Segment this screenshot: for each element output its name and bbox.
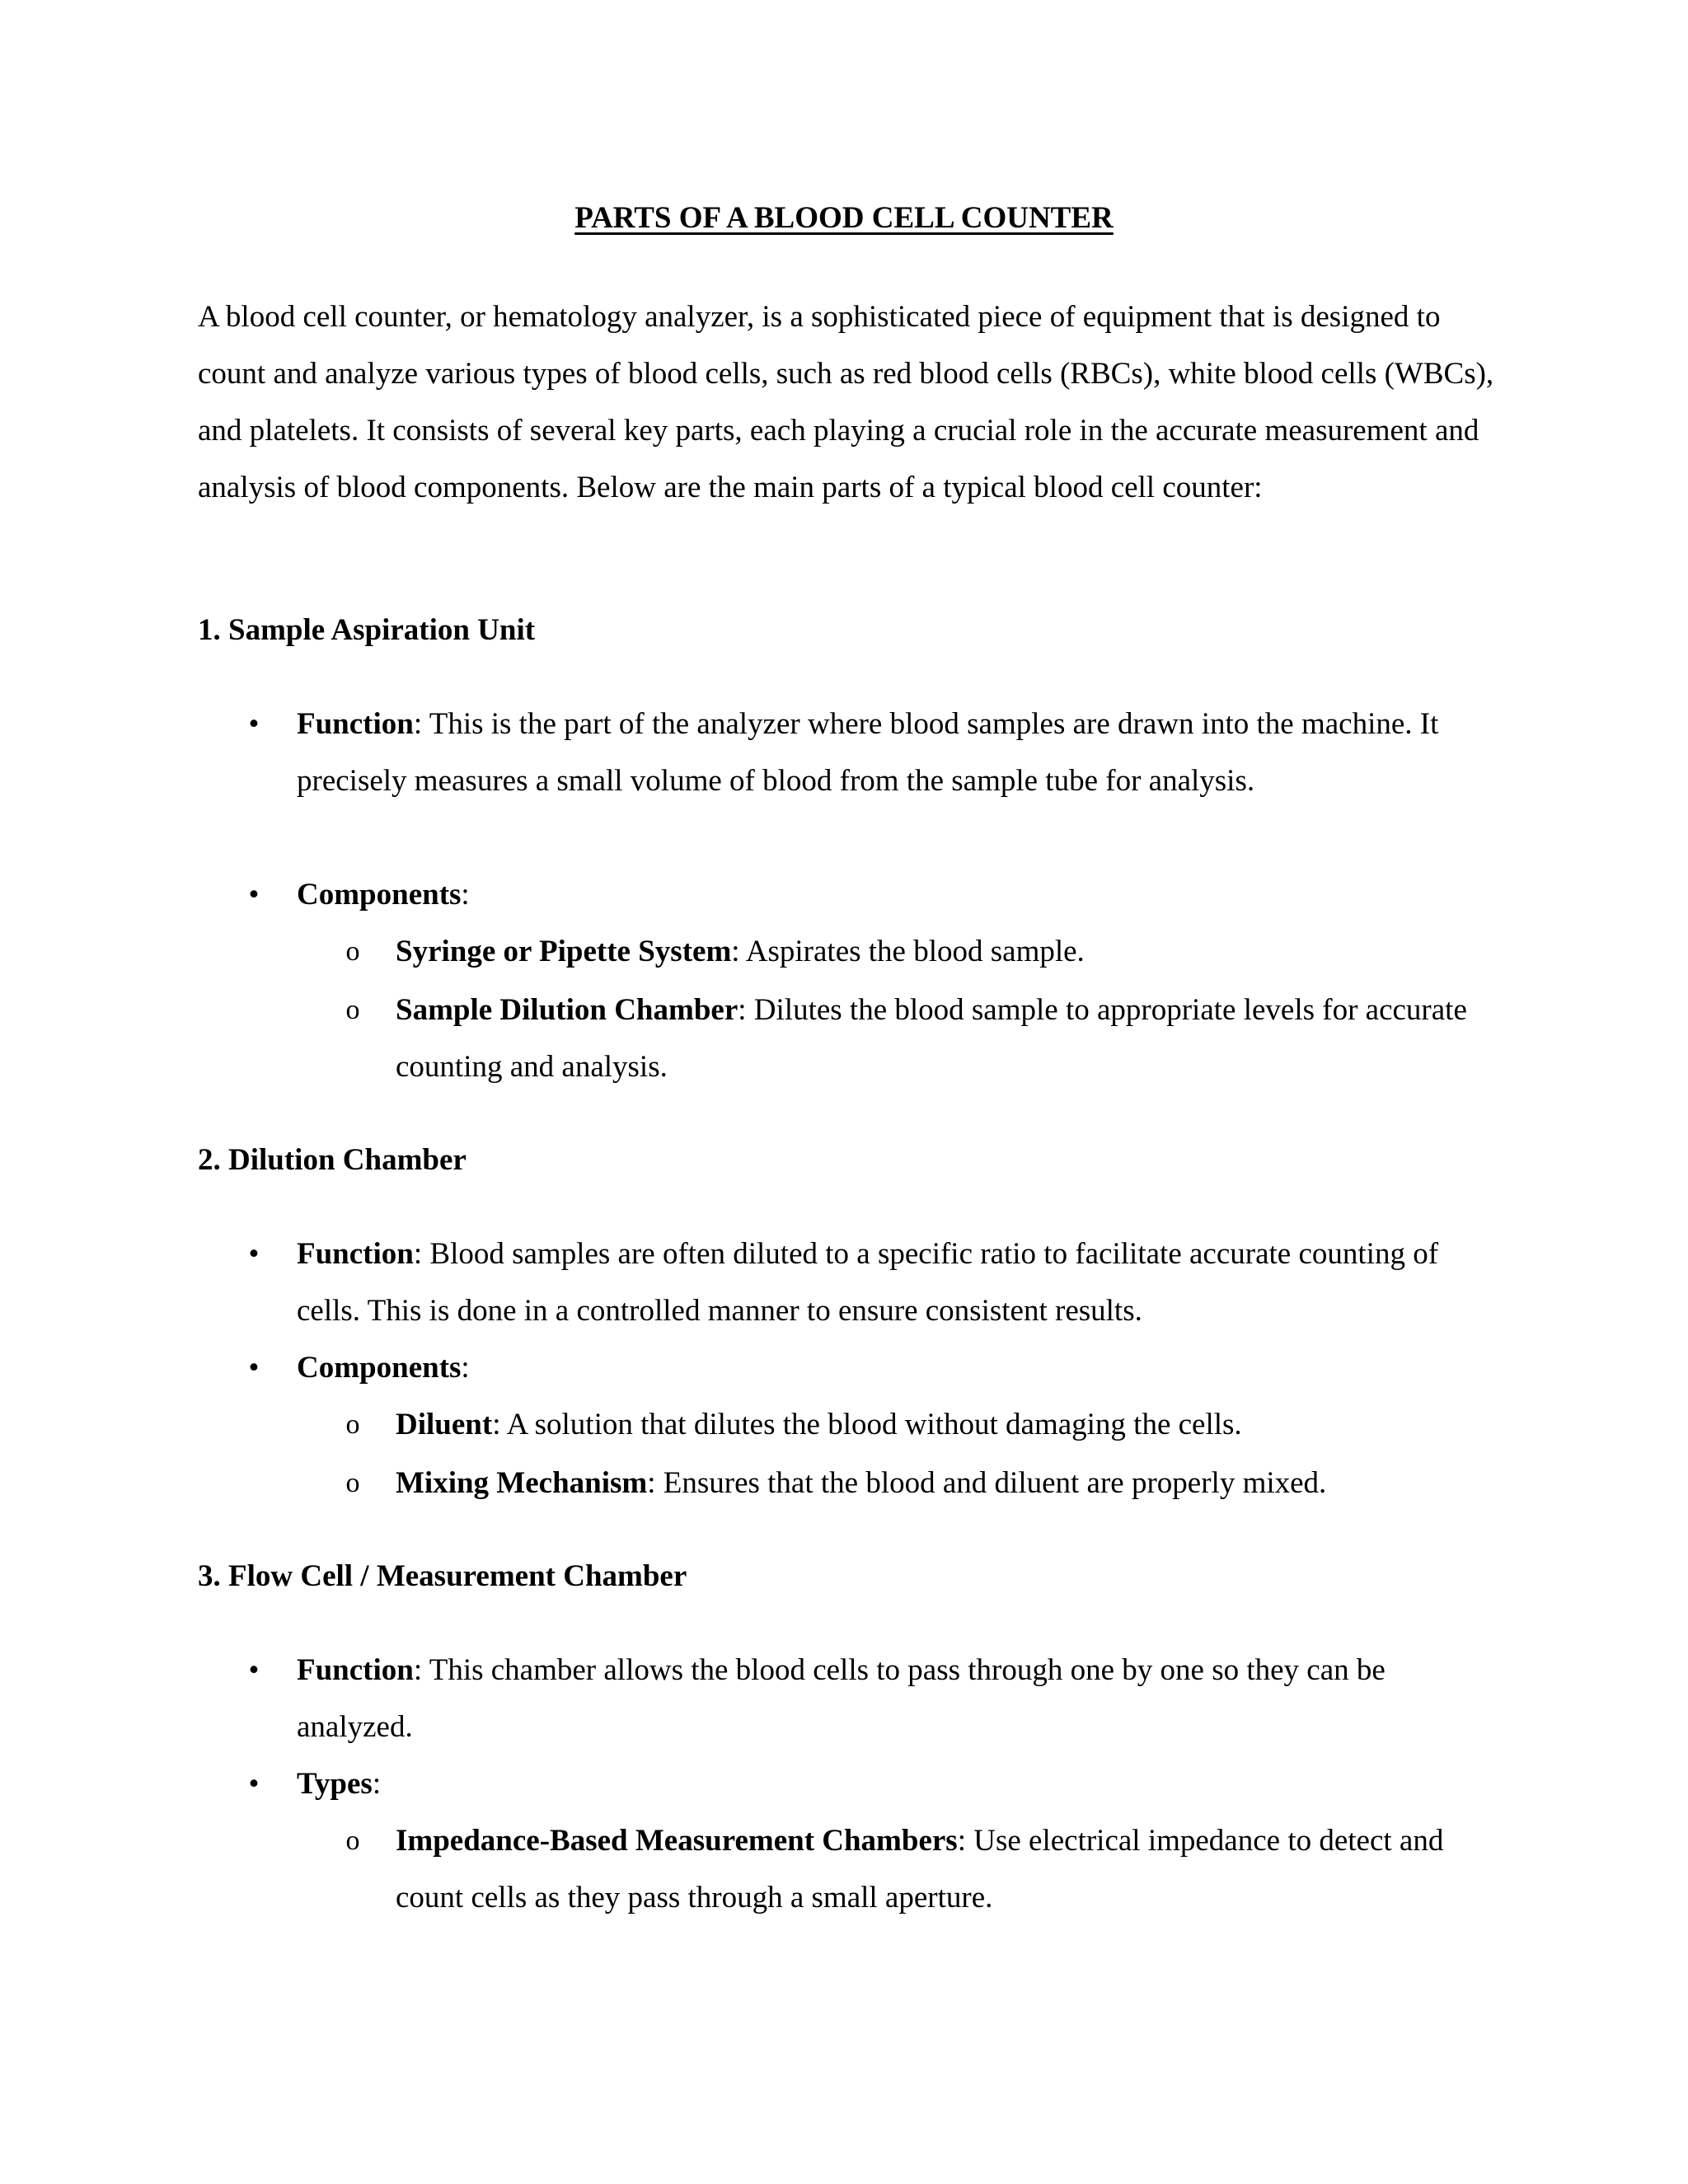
components-bullet <box>198 1339 1517 1396</box>
sub-item-term: Sample Dilution Chamber <box>396 993 738 1027</box>
bullet-colon: : <box>461 878 470 912</box>
section-heading-sample-aspiration: 1. Sample Aspiration Unit <box>198 613 536 647</box>
sub-item-description: : Use electrical impedance to detect and count cells as they pass through a small aperture. <box>396 1824 1444 1915</box>
bullet-label: Types <box>297 1767 373 1801</box>
sub-item-term: Syringe or Pipette System <box>396 935 732 968</box>
bullet-text <box>297 696 1500 809</box>
sub-list-item <box>297 982 1517 1095</box>
document-title: PARTS OF A BLOOD CELL COUNTER <box>574 201 1114 235</box>
sub-bullet-marker: o <box>345 1409 360 1440</box>
sub-item-description: : Aspirates the blood sample. <box>731 935 1085 968</box>
bullet-label: Function <box>297 707 414 741</box>
bullet-marker: • <box>248 878 260 912</box>
sub-list-item <box>297 1812 1517 1926</box>
bullet-description: : This is the part of the analyzer where blood samples are drawn into the machine. It precisely measures a small volume of blood from the sample tube for analysis. <box>297 707 1439 798</box>
sub-bullet-marker: o <box>345 995 360 1025</box>
sub-item-description: : A solution that dilutes the blood without damaging the cells. <box>492 1408 1242 1441</box>
sub-bullet-marker: o <box>345 1468 360 1498</box>
sub-list-item <box>297 1396 1517 1453</box>
bullet-text <box>297 1226 1500 1339</box>
sub-bullet-marker: o <box>345 936 360 967</box>
sub-item-text <box>396 923 1500 980</box>
sub-item-description: : Ensures that the blood and diluent are properly mixed. <box>647 1466 1327 1500</box>
sub-item-description: : Dilutes the blood sample to appropriate levels for accurate counting and analysis. <box>396 993 1467 1084</box>
bullet-text <box>297 866 1500 923</box>
sub-item-term: Diluent <box>396 1408 493 1441</box>
sub-item-term: Impedance-Based Measurement Chambers <box>396 1824 958 1858</box>
bullet-text <box>297 1642 1500 1755</box>
components-bullet <box>198 866 1517 923</box>
sub-item-text <box>396 1812 1500 1926</box>
bullet-text <box>297 1339 1500 1396</box>
bullet-description: : Blood samples are often diluted to a specific ratio to facilitate accurate counting of cells. This is done in a controlled manner to ensure consistent results. <box>297 1237 1439 1328</box>
function-bullet <box>198 1226 1517 1339</box>
sub-list-item <box>297 923 1517 980</box>
intro-paragraph: A blood cell counter, or hematology analyzer, is a sophisticated piece of equipment that is designed to count and analyze various types of blood cells, such as red blood cells (RBCs), white blood cells (WBCs), and platelets. It consists of several key parts, each playing a crucial role in the accurate measurement and analysis of blood components. Below are the main parts of a typical blood cell counter: <box>198 300 1494 504</box>
bullet-label: Components <box>297 878 462 912</box>
function-bullet <box>198 696 1517 809</box>
bullet-label: Function <box>297 1237 414 1271</box>
bullet-marker: • <box>248 1767 260 1801</box>
sub-item-text <box>396 1455 1500 1511</box>
sub-bullet-marker: o <box>345 1825 360 1856</box>
bullet-label: Function <box>297 1653 414 1687</box>
bullet-marker: • <box>248 1237 260 1271</box>
bullet-colon: : <box>372 1767 382 1801</box>
sub-item-text <box>396 1396 1500 1453</box>
section-heading-dilution-chamber: 2. Dilution Chamber <box>198 1143 467 1177</box>
bullet-text <box>297 1755 1500 1812</box>
sub-item-text <box>396 982 1500 1095</box>
sub-list-item <box>297 1455 1517 1511</box>
types-bullet <box>198 1755 1517 1812</box>
bullet-label: Components <box>297 1351 462 1385</box>
function-bullet <box>198 1642 1517 1755</box>
sub-item-term: Mixing Mechanism <box>396 1466 648 1500</box>
bullet-colon: : <box>461 1351 470 1385</box>
bullet-marker: • <box>248 1653 260 1687</box>
bullet-marker: • <box>248 1351 260 1385</box>
bullet-description: : This chamber allows the blood cells to pass through one by one so they can be analyzed. <box>297 1653 1386 1744</box>
bullet-marker: • <box>248 707 260 741</box>
section-heading-flow-cell: 3. Flow Cell / Measurement Chamber <box>198 1559 687 1593</box>
